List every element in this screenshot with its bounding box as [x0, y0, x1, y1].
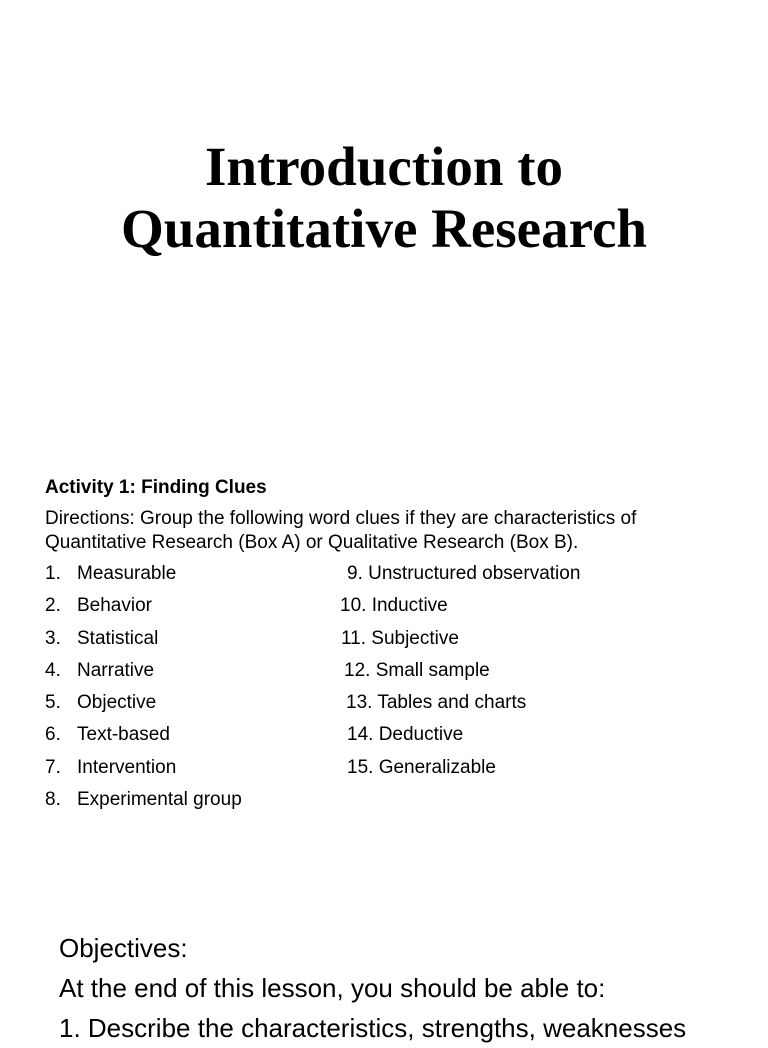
title-line-1: Introduction to	[204, 136, 564, 197]
list-item-text: Measurable	[77, 563, 177, 584]
list-item-number: 8.	[45, 789, 61, 810]
list-item-text: Objective	[77, 692, 157, 713]
objectives-section	[59, 928, 759, 1048]
directions-line-2: Quantitative Research (Box A) or Qualitative Research (Box B).	[45, 532, 579, 553]
list-item-text: Text-based	[77, 724, 170, 745]
objectives-item-1: 1. Describe the characteristics, strengths, weaknesses	[59, 1013, 687, 1043]
list-item-number: 5.	[45, 692, 61, 713]
list-item	[45, 788, 242, 812]
title-line-2: Quantitative Research	[121, 198, 647, 259]
list-item-text: Narrative	[77, 660, 155, 681]
objectives-heading: Objectives:	[59, 933, 188, 963]
list-item-text: Experimental group	[77, 789, 242, 810]
list-item	[45, 723, 170, 747]
activity-heading: Activity 1: Finding Clues	[45, 477, 267, 498]
list-item-text: Intervention	[77, 757, 177, 778]
clue-list	[45, 562, 745, 822]
list-item-number: 7.	[45, 757, 61, 778]
list-item-number: 6.	[45, 724, 61, 745]
activity-section	[45, 476, 745, 822]
directions-line-1: Directions: Group the following word clues if they are characteristics of	[45, 508, 637, 529]
list-item-number: 3.	[45, 628, 61, 649]
page-title	[0, 136, 768, 260]
activity-directions	[45, 507, 745, 555]
list-item: 14. Deductive	[347, 724, 464, 745]
list-item: 9. Unstructured observation	[347, 563, 581, 584]
list-item	[45, 756, 176, 780]
list-item: 13. Tables and charts	[346, 692, 527, 713]
list-item	[45, 594, 152, 618]
list-item: 15. Generalizable	[347, 757, 496, 778]
list-item: 11. Subjective	[341, 628, 459, 649]
list-item: 10. Inductive	[340, 595, 448, 616]
list-item-text: Statistical	[77, 628, 159, 649]
list-item	[45, 659, 154, 683]
list-item-number: 4.	[45, 660, 61, 681]
list-item	[45, 562, 176, 586]
list-item: 12. Small sample	[344, 660, 490, 681]
list-item-number: 1.	[45, 563, 61, 584]
list-item-number: 2.	[45, 595, 61, 616]
list-item-text: Behavior	[77, 595, 152, 616]
objectives-intro: At the end of this lesson, you should be able to:	[59, 973, 606, 1003]
list-item	[45, 627, 158, 651]
list-item	[45, 691, 156, 715]
